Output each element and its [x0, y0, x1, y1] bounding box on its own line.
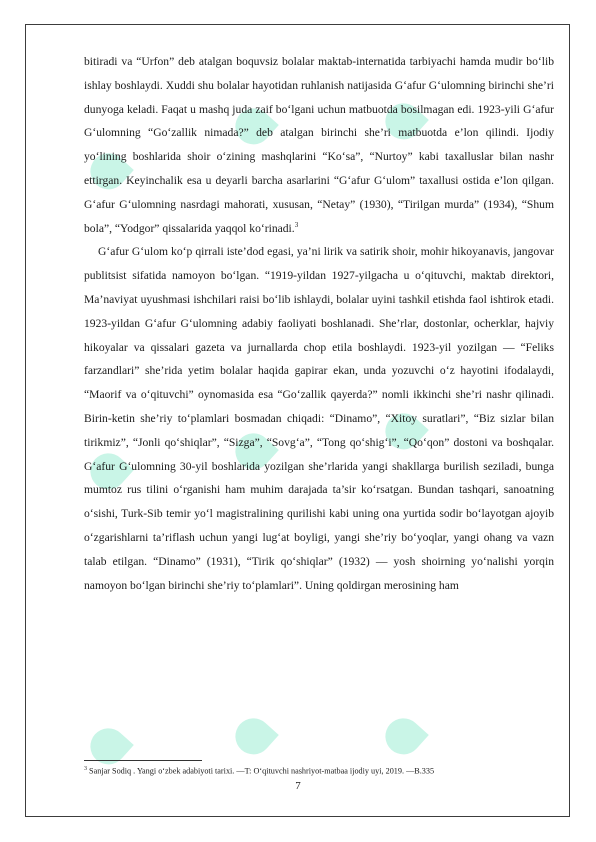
paragraph-text: G‘afur G‘ulom ko‘p qirrali iste’dod egasi, ya’ni lirik va satirik shoir, mohir hikoyanavis, jangovar publitsist sifatida namoyon bo‘lgan. “1919-yildan 1927-yilgacha u o‘qituvchi, maktab direktori, Ma’naviyat uyushmasi ishchilari raisi bo‘lib ishlaydi, bolalar uyini tashkil etishda faol ishtirok etadi. 1923-yildan G‘afur G‘ulomning adabiy faoliyati boshlanadi. She’rlar, dostonlar, ocherklar, hajviy hikoyalar va qissalari gazeta va jurnallarda chop etila boshlaydi. 1923-yil yozilgan — “Feliks farzandlari” she’rida yetim bolalar haqida gapirar ekan, unda yozuvchi o‘z hayotini ifodalaydi, “Maorif va o‘qituvchi” oynomasida esa “Go‘zallik qayerda?” nomli ikkinchi she’ri nashr qilinadi. Birin-ketin she’riy to‘plamlari bosmadan chiqadi: “Dinamo”, “Xitoy suratlari”, “Biz sizlar bilan tirikmiz”, “Jonli qo‘shiqlar”, “Sizga”, “Sovg‘a”, “Tong qo‘shig‘i”, “Qo‘qon” dostoni va boshqalar. G‘afur G‘ulomning 30-yil boshlarida yozilgan she’rlarida yangi shakllarga burilish seziladi, bunga mumtoz rus tilini o‘rganishi ham muhim darajada ta’sir ko‘rsatgan. Bundan tashqari, sanoatning o‘sishi, Turk-Sib temir yo‘l magistralining qurilishi kabi uning ona yurtida sodir bo‘layotgan ajoyib o‘zgarishlarni ta’riflash uchun yangi lug‘at boyligi, yangi she’riy bo‘yoqlar, yangi ohang va vazn talab etilgan. “Dinamo” (1931), “Tirik qo‘shiqlar” (1932) — yosh shoirning yo‘nalishi yorqin namoyon bo‘lgan birinchi she’riy to‘plamlari”. Uning qoldirgan merosining ham — [84, 245, 554, 592]
footnote-reference[interactable]: 3 — [294, 220, 299, 229]
paragraph — [84, 50, 554, 240]
footnote — [84, 764, 554, 777]
page-number: 7 — [295, 780, 301, 792]
footnote-number: 3 — [84, 766, 87, 772]
body-text — [84, 50, 554, 597]
paragraph-text: bitiradi va “Urfon” deb atalgan boquvsiz bolalar maktab-internatida tarbiyachi hamda mudir bo‘lib ishlay boshlaydi. Xuddi shu bolalar hayotidan ruhlanish natijasida G‘afur G‘ulomning birinchi she’ri dunyoga keladi. Faqat u mashq juda zaif bo‘lgani uchun matbuotda bosilmagan edi. 1923-yili G‘afur G‘ulomning “Go‘zallik nimada?” deb atalgan birinchi she’ri matbuotda e’lon qilindi. Ijodiy yo‘lining boshlarida shoir o‘zining mashqlarini “Ko‘sa”, “Nurtoy” kabi taxalluslar bilan nashr ettirgan. Keyinchalik esa u deyarli barcha asarlarini “G‘afur G‘ulom” taxallusi ostida e’lon qilgan. G‘afur G‘ulomning nasrdagi mahorati, xususan, “Netay” (1930), “Tirilgan murda” (1934), “Shum bola”, “Yodgor” qissalarida yaqqol ko‘rinadi. — [84, 55, 554, 235]
footnote-divider — [84, 760, 202, 761]
paragraph — [84, 240, 554, 597]
footnote-text: Sanjar Sodiq . Yangi o‘zbek adabiyoti tarixi. —T: O‘qituvchi nashriyot-matbaa ijodiy uyi, 2019. —B.335 — [89, 766, 435, 776]
